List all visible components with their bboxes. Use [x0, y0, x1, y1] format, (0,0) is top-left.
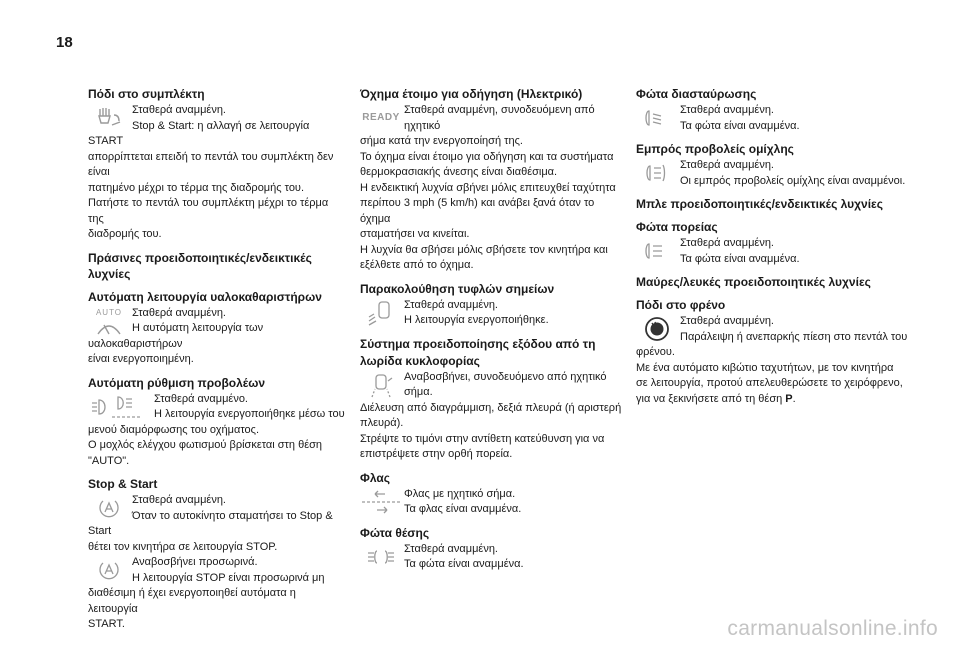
text-line: Σταθερά αναμμένη. [680, 159, 774, 171]
section-ready [360, 86, 622, 274]
gear-position-p: P [785, 392, 793, 405]
text-line: Σταθερά αναμμένη. [132, 104, 226, 116]
text-line: Η λειτουργία ενεργοποιήθηκε μέσω του [154, 408, 345, 420]
text-line: φρένου. [636, 346, 675, 358]
section-title: Παρακολούθηση τυφλών σημείων [360, 281, 555, 296]
section-main-beam [636, 219, 908, 267]
text-line: θερμοκρασιακής άνεσης είναι διαθέσιμα. [360, 166, 558, 178]
section-dipped-beam [636, 86, 908, 134]
text-line [636, 392, 908, 408]
text-line: Σταθερά αναμμένη. [680, 104, 774, 116]
section-lane-departure [360, 336, 622, 463]
text-line: Σταθερά αναμμένη. [680, 315, 774, 327]
text-line: σήμα. [404, 386, 433, 398]
column-2 [360, 86, 622, 580]
text-line: μενού διαμόρφωσης του οχήματος. [88, 423, 260, 436]
text-line: πατημένο μέχρι το τέρμα της διαδρομής του. [88, 181, 305, 194]
text-line: Το όχημα είναι έτοιμο για οδήγηση και τα συστήματα [360, 150, 614, 163]
blind-spot-icon [360, 298, 402, 328]
text-line: Η λυχνία θα σβήσει μόλις σβήσετε τον κινητήρα και [360, 243, 608, 256]
section-auto-wipers [88, 289, 346, 368]
text-line: διαδρομής του. [88, 228, 162, 240]
text-line: θέτει τον κινητήρα σε λειτουργία STOP. [88, 540, 278, 553]
text-line: Τα φλας είναι αναμμένα. [404, 503, 522, 515]
text-line: σταματήσει να κινείται. [360, 228, 470, 240]
watermark: carmanualsonline.info [727, 617, 938, 640]
section-foot-on-brake [636, 297, 908, 407]
text-line: START. [88, 618, 125, 630]
section-sidelamps [360, 525, 622, 573]
section-blind-spot [360, 281, 622, 329]
text-line: Στρέψτε το τιμόνι στην αντίθετη κατεύθυνση για να [360, 432, 605, 445]
blue-lamps-heading: Μπλε προειδοποιητικές/ενδεικτικές λυχνίες [636, 197, 883, 211]
text-line: Παράλειψη ή ανεπαρκής πίεση στο πεντάλ του [680, 330, 908, 343]
section-title: Εμπρός προβολείς ομίχλης [636, 142, 794, 156]
lane-departure-icon [360, 370, 402, 400]
auto-headlamp-icon [88, 392, 152, 422]
text-line: Τα φώτα είναι αναμμένα. [404, 558, 524, 570]
text-line: "AUTO". [88, 454, 130, 467]
text-line: σε λειτουργία, προτού απελευθερώσετε το χειρόφρενο, [636, 377, 903, 389]
text-line: διαθέσιμη ή έχει ενεργοποιηθεί αυτόματα η λειτουργία [88, 587, 296, 615]
stop-start-icon [88, 493, 130, 523]
text-line: Σταθερά αναμμένη. [404, 542, 498, 555]
text-line: Stop & Start: η αλλαγή σε λειτουργία START [88, 119, 310, 147]
section-title: Φώτα διασταύρωσης [636, 87, 757, 101]
text-line: Η λειτουργία STOP είναι προσωρινά μη [132, 571, 325, 584]
text-line: Οι εμπρός προβολείς ομίχλης είναι αναμμένοι. [680, 174, 906, 187]
text-line: Τα φώτα είναι αναμμένα. [680, 252, 800, 265]
auto-wiper-icon-label: AUTO [95, 307, 123, 317]
green-lamps-heading: Πράσινες προειδοποιητικές/ενδεικτικές λυχνίες [88, 250, 312, 281]
text-line: Αναβοσβήνει, συνοδευόμενο από ηχητικό [404, 370, 607, 383]
text-line: περίπου 3 mph (5 km/h) και ανάβει ξανά όταν το όχημα [360, 197, 595, 225]
section-title: Αυτόματη λειτουργία υαλοκαθαριστήρων [88, 289, 322, 304]
text-line: Διέλευση από διαγράμμιση, δεξιά πλευρά (ή αριστερή [360, 401, 622, 414]
text-line: Αναβοσβήνει προσωρινά. [132, 556, 258, 568]
ready-icon-label: READY [362, 112, 400, 124]
section-turn-signals [360, 470, 622, 518]
text-fragment: . [792, 392, 796, 405]
section-title: Σύστημα προειδοποίησης εξόδου από τη [360, 336, 596, 351]
text-line: Τα φώτα είναι αναμμένα. [680, 119, 800, 132]
text-line: Σταθερά αναμμένη. [132, 306, 226, 319]
text-line: Φλας με ηχητικό σήμα. [404, 487, 516, 500]
text-line: σήμα κατά την ενεργοποίησή της. [360, 135, 523, 147]
text-line: επιστρέψετε στην ορθή πορεία. [360, 448, 513, 460]
black-white-lamps-heading: Μαύρες/λευκές προειδοποιητικές λυχνίες [636, 275, 871, 289]
section-title: Φλας [360, 470, 390, 485]
section-title: Πόδι στο συμπλέκτη [88, 87, 205, 101]
text-line: Όταν το αυτοκίνητο σταματήσει το Stop & Start [88, 509, 333, 537]
text-line: Η αυτόματη λειτουργία των υαλοκαθαριστήρων [88, 322, 264, 350]
text-line: εξέλθετε από το όχημα. [360, 259, 474, 271]
text-line: Σταθερά αναμμένη. [680, 237, 774, 249]
turn-signal-icon [360, 487, 402, 517]
text-line: Σταθερά αναμμένη. [132, 494, 226, 506]
text-fragment: για να ξεκινήσετε από τη θέση [636, 392, 783, 405]
dipped-beam-icon [636, 103, 678, 133]
front-fog-icon [636, 158, 678, 188]
stop-start-flashing-icon [88, 555, 130, 585]
auto-wiper-icon [88, 306, 130, 336]
section-title: Φώτα θέσης [360, 525, 430, 540]
section-front-fog [636, 141, 908, 189]
column-1 [88, 86, 346, 640]
column-3 [636, 86, 908, 414]
text-line: Σταθερά αναμμένο. [154, 392, 248, 405]
section-title: Όχημα έτοιμο για οδήγηση (Ηλεκτρικό) [360, 87, 583, 101]
page-number: 18 [56, 34, 73, 51]
section-stop-start [88, 476, 346, 633]
text-line: Η ενδεικτική λυχνία σβήνει μόλις επιτευχθεί ταχύτητα [360, 181, 616, 194]
sidelamps-icon [360, 542, 402, 572]
text-line: είναι ενεργοποιημένη. [88, 353, 194, 365]
section-foot-on-clutch [88, 86, 346, 243]
section-title: λωρίδα κυκλοφορίας [360, 353, 480, 368]
text-line: Με ένα αυτόματο κιβώτιο ταχυτήτων, με τον κινητήρα [636, 361, 894, 374]
text-line: απορρίπτεται επειδή το πεντάλ του συμπλέκτη δεν είναι [88, 150, 334, 178]
text-line: Σταθερά αναμμένη, συνοδευόμενη από ηχητικό [404, 104, 595, 132]
section-title: Αυτόματη ρύθμιση προβολέων [88, 375, 266, 390]
main-beam-icon [636, 236, 678, 266]
text-line: Η λειτουργία ενεργοποιήθηκε. [404, 314, 549, 326]
section-title: Stop & Start [88, 477, 158, 491]
foot-on-clutch-icon [88, 103, 130, 133]
text-line: πλευρά). [360, 417, 404, 429]
ready-icon [360, 103, 402, 133]
foot-on-brake-icon [636, 314, 678, 344]
text-line: Πατήστε το πεντάλ του συμπλέκτη μέχρι το τέρμα της [88, 197, 329, 225]
section-title: Φώτα πορείας [636, 220, 718, 234]
text-line: Σταθερά αναμμένη. [404, 298, 498, 311]
section-auto-headlamps [88, 375, 346, 470]
text-line: Ο μοχλός ελέγχου φωτισμού βρίσκεται στη θέση [88, 439, 323, 451]
section-title: Πόδι στο φρένο [636, 298, 726, 312]
